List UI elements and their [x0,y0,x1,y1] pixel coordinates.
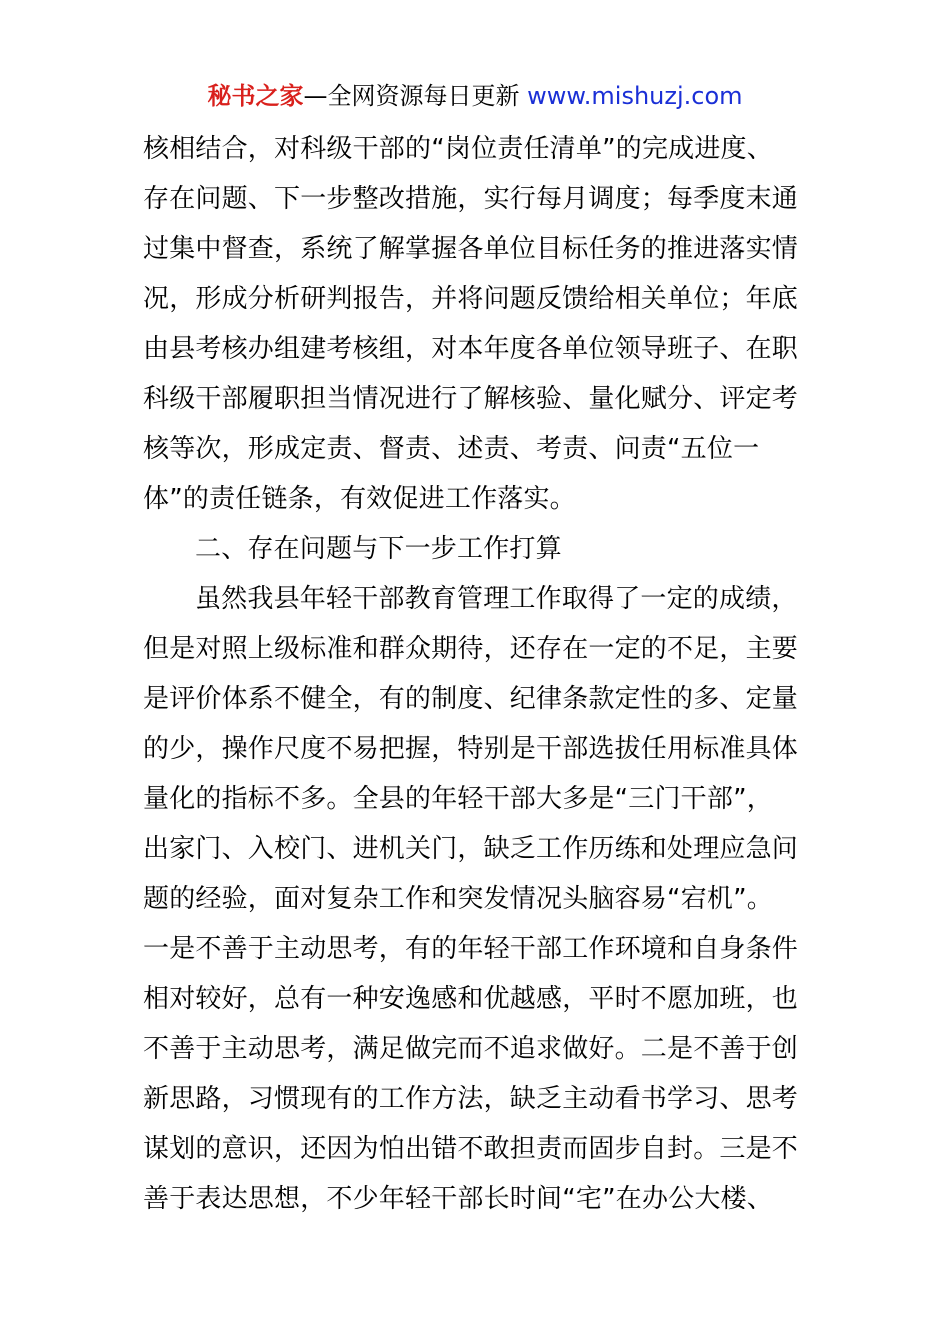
text-line: 科级干部履职担当情况进行了解核验、量化赋分、评定考 [143,384,799,414]
text-line: 况，形成分析研判报告，并将问题反馈给相关单位；年底 [143,284,799,314]
site-brand: 秘书之家 [207,82,304,110]
text-line: 出家门、入校门、进机关门，缺乏工作历练和处理应急问 [143,834,799,864]
text-line: 新思路，习惯现有的工作方法，缺乏主动看书学习、思考 [143,1084,799,1114]
paragraph-first-line: 虽然我县年轻干部教育管理工作取得了一定的成绩， [195,584,798,614]
text-line: 是评价体系不健全，有的制度、纪律条款定性的多、定量 [143,684,799,714]
text-line: 由县考核办组建考核组，对本年度各单位领导班子、在职 [143,334,799,364]
text-line: 但是对照上级标准和群众期待，还存在一定的不足，主要 [143,634,799,664]
section-heading: 二、存在问题与下一步工作打算 [195,534,562,564]
text-line: 过集中督查，系统了解掌握各单位目标任务的推进落实情 [143,234,799,264]
site-tagline: —全网资源每日更新 [303,82,520,110]
text-line: 存在问题、下一步整改措施，实行每月调度；每季度末通 [143,184,799,214]
text-line: 的少，操作尺度不易把握，特别是干部选拔任用标准具体 [143,734,799,764]
text-line: 体”的责任链条，有效促进工作落实。 [143,484,576,514]
text-line: 核相结合，对科级干部的“岗位责任清单”的完成进度、 [143,134,773,164]
text-line: 相对较好，总有一种安逸感和优越感，平时不愿加班，也 [143,984,799,1014]
text-line: 不善于主动思考，满足做完而不追求做好。二是不善于创 [143,1034,799,1064]
text-line: 核等次，形成定责、督责、述责、考责、问责“五位一 [143,434,760,464]
text-line: 量化的指标不多。全县的年轻干部大多是“三门干部”， [143,784,773,814]
text-line: 一是不善于主动思考，有的年轻干部工作环境和自身条件 [143,934,799,964]
text-line: 谋划的意识，还因为怕出错不敢担责而固步自封。三是不 [143,1134,799,1164]
site-url-link[interactable]: www.mishuzj.com [527,82,743,110]
site-header [0,80,950,112]
text-line: 善于表达思想，不少年轻干部长时间“宅”在办公大楼、 [143,1184,773,1214]
document-body [143,124,823,1224]
text-line: 题的经验，面对复杂工作和突发情况头脑容易“宕机”。 [143,884,773,914]
